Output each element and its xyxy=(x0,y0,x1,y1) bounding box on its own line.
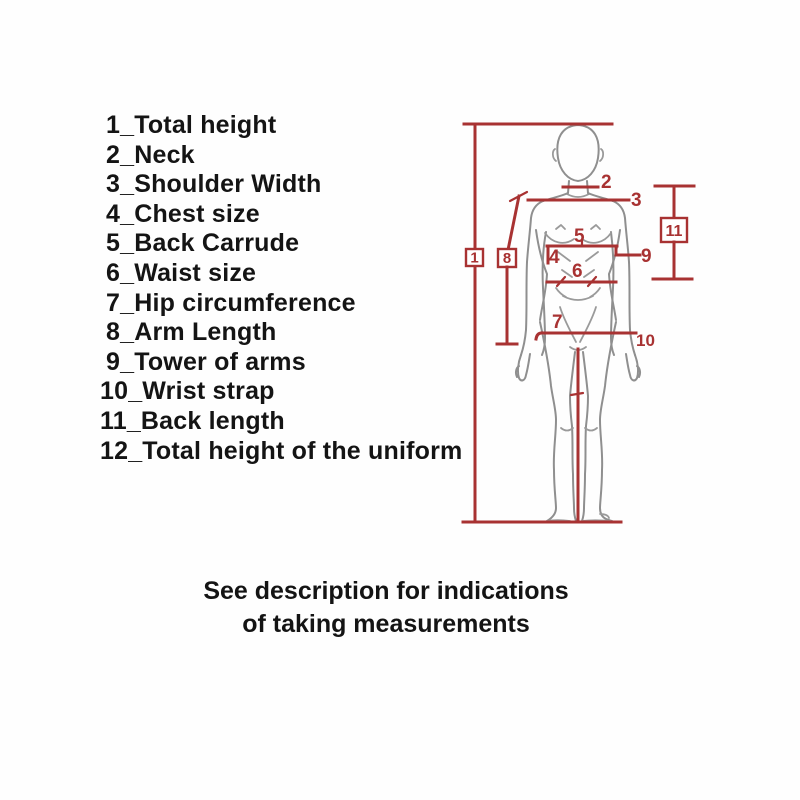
collar-curve xyxy=(567,194,589,197)
legend-item-2: 2_Neck xyxy=(106,140,195,169)
label-10: 10 xyxy=(636,331,655,350)
label-2: 2 xyxy=(601,172,612,193)
label-1: 1 xyxy=(470,249,479,267)
label-3: 3 xyxy=(631,190,642,211)
legend-item-11: 11_Back length xyxy=(100,406,285,435)
legend-item-7: 7_Hip circumference xyxy=(106,288,356,317)
legend-item-9: 9_Tower of arms xyxy=(106,347,306,376)
legend-item-10: 10_Wrist strap xyxy=(100,377,275,406)
caption-line-2: of taking measurements xyxy=(242,610,530,638)
caption-line-1: See description for indications xyxy=(203,577,569,605)
arm-length-line-upper xyxy=(508,196,519,250)
inseam-tick xyxy=(571,393,583,395)
legend-item-6: 6_Waist size xyxy=(106,258,257,287)
torso-left-side xyxy=(536,230,547,320)
label-5: 5 xyxy=(574,226,585,247)
legend-item-5: 5_Back Carrude xyxy=(106,229,300,258)
legend-item-12: 12_Total height of the uniform xyxy=(100,436,463,465)
label-11: 11 xyxy=(665,223,683,240)
measurement-annotations xyxy=(463,124,694,522)
head-outline xyxy=(557,125,598,181)
legend-item-1: 1_Total height xyxy=(106,111,277,139)
legend-item-8: 8_Arm Length xyxy=(106,318,277,347)
label-4: 4 xyxy=(549,247,560,268)
legend-item-4: 4_Chest size xyxy=(106,199,260,228)
hip-line xyxy=(536,333,636,339)
legend-item-3: 3_Shoulder Width xyxy=(106,170,322,199)
torso-right-side xyxy=(609,230,620,320)
hand-left xyxy=(516,354,530,380)
label-8: 8 xyxy=(502,250,512,267)
caption xyxy=(145,575,627,641)
ear-left xyxy=(553,149,556,161)
groin-lines xyxy=(560,307,596,350)
leg-right-inner xyxy=(582,352,588,521)
leg-left-inner xyxy=(570,352,576,521)
hand-right xyxy=(626,354,640,380)
navel-curves xyxy=(556,288,600,300)
label-7: 7 xyxy=(552,312,563,333)
label-9: 9 xyxy=(641,246,652,267)
label-6: 6 xyxy=(572,261,583,282)
ear-right xyxy=(600,149,603,161)
